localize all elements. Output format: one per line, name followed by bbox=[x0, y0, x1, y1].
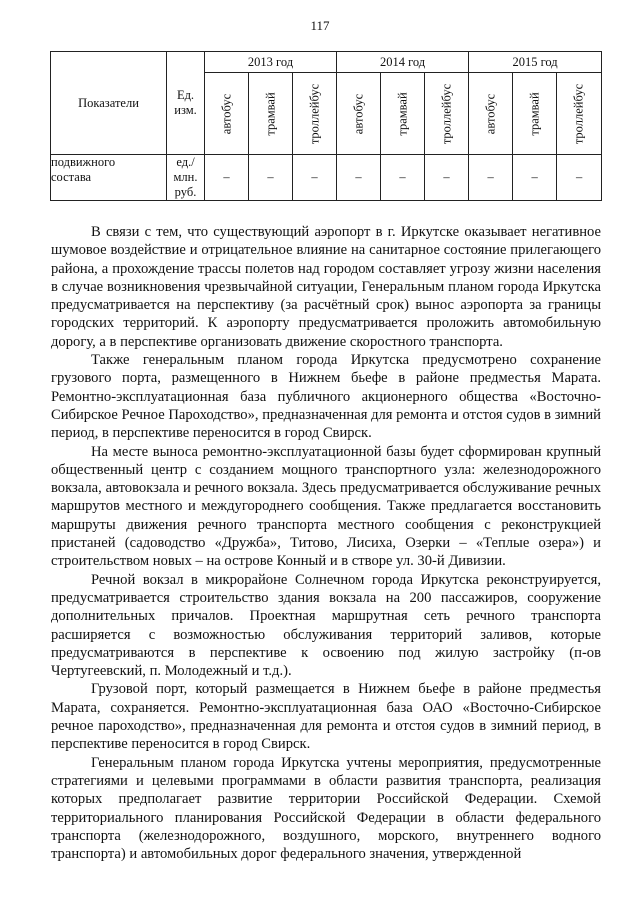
page-number: 117 bbox=[310, 18, 330, 33]
type-label: троллейбус bbox=[439, 83, 454, 144]
table-cell: – bbox=[249, 155, 293, 201]
type-header-tram-2013 bbox=[249, 73, 293, 155]
year-header-2015: 2015 год bbox=[469, 52, 602, 73]
paragraph-federal-planning: Генеральным планом города Иркутска учтены мероприятия, предусмотренные стратегиями и целевыми программами в области развития транспорта, реализация которых предполагает развитие территории Российской Федерации. Схемой территориального планирования Российской Федерации в области федерального транспорта (железнодорожного, воздушного, морского, внутреннего водного транспорта) и автомобильных дорог федерального значения, утвержденной bbox=[51, 754, 601, 863]
type-header-trolley-2015 bbox=[557, 73, 602, 155]
type-label: троллейбус bbox=[571, 83, 586, 144]
type-label: автобус bbox=[219, 93, 233, 134]
type-label: троллейбус bbox=[307, 83, 322, 144]
row-label-line-2: состава bbox=[51, 170, 92, 184]
table-cell: – bbox=[381, 155, 425, 201]
type-label: трамвай bbox=[395, 91, 410, 136]
column-header-indicators: Показатели bbox=[51, 52, 167, 155]
unit-line-1: Ед. bbox=[176, 88, 195, 102]
paragraph-airport: В связи с тем, что существующий аэропорт в г. Иркутске оказывает негативное шумовое воздействие и отрицательное влияние на санитарное состояние прилегающего района, а прохождение трассы полетов над городом составляет угрозу жизни населения в случае возникновения чрезвычайной ситуации, Генеральным планом города Иркутска предусматривается на перспективу (за расчётный срок) вынос аэропорта за границы городских территорий. К аэропорту предусматривается проложить автомобильную дорогу, а в перспективе организовать движение скоростного транспорта. bbox=[51, 224, 601, 350]
table-cell: – bbox=[425, 155, 469, 201]
table-cell: – bbox=[293, 155, 337, 201]
row-unit-line-3: руб. bbox=[174, 185, 197, 199]
type-header-trolley-2013 bbox=[293, 73, 337, 155]
table-header-row-years bbox=[51, 52, 602, 73]
paragraph-cargo-port-2: Грузовой порт, который размещается в Нижнем бьефе в районе предместья Марата, сохраняется. Ремонтно-эксплуатационная база ОАО «Восточно-Сибирское речное пароходство», предназначенная для ремонта и отстоя судов в зимний период, в перспективе переносится в город Свирск. bbox=[51, 681, 601, 753]
type-label: автобус bbox=[483, 93, 498, 134]
type-header-bus-2013 bbox=[205, 73, 249, 155]
paragraph-river-station: Речной вокзал в микрорайоне Солнечном города Иркутска реконструируется, предусматривается строительство здания вокзала на 200 пассажиров, сооружение дополнительных причалов. Проектная маршрутная сеть речного транспорта расширяется с возможностью обслуживания территорий заливов, которые предусматриваются в перспективе к освоению под жилую застройку (п-ов Чертугеевский, п. Молодежный и т.д.). bbox=[51, 571, 601, 680]
row-unit-line-1: ед./ bbox=[176, 155, 195, 169]
body-text bbox=[51, 223, 601, 863]
row-label bbox=[51, 155, 167, 201]
paragraph-transport-hub: На месте выноса ремонтно-эксплуатационной базы будет сформирован крупный общественный центр с созданием мощного транспортного узла: железнодорожного вокзала, автовокзала и речного вокзала. Здесь предусматривается обслуживание речных маршрутов местного и междугороднего сообщения. Также предлагается восстановить маршруты движения речного транспорта местного сообщения с реконструкцией пристаней (садоводство «Дружба», Титово, Лисиха, Озерки – «Теплые озера») и строительством новых – на острове Конный и в створе ул. 30-й Дивизии. bbox=[51, 443, 601, 570]
table-cell: – bbox=[557, 155, 602, 201]
type-header-bus-2015 bbox=[469, 73, 513, 155]
type-header-tram-2014 bbox=[381, 73, 425, 155]
year-header-2013: 2013 год bbox=[205, 52, 337, 73]
table-cell: – bbox=[513, 155, 557, 201]
type-header-trolley-2014 bbox=[425, 73, 469, 155]
table-cell: – bbox=[469, 155, 513, 201]
row-unit bbox=[167, 155, 205, 201]
type-header-tram-2015 bbox=[513, 73, 557, 155]
table-cell: – bbox=[337, 155, 381, 201]
type-header-bus-2014 bbox=[337, 73, 381, 155]
type-label: трамвай bbox=[263, 91, 277, 136]
column-header-unit bbox=[167, 52, 205, 155]
row-unit-line-2: млн. bbox=[173, 170, 198, 184]
transport-indicators-table bbox=[50, 51, 602, 201]
year-header-2014: 2014 год bbox=[337, 52, 469, 73]
table-row bbox=[51, 155, 602, 201]
unit-line-2: изм. bbox=[174, 103, 197, 117]
type-label: трамвай bbox=[527, 91, 542, 136]
paragraph-cargo-port: Также генеральным планом города Иркутска предусмотрено сохранение грузового порта, размещенного в Нижнем бьефе в районе предместья Марата. Ремонтно-эксплуатационная база публичного акционерного общества «Восточно-Сибирское Речное Пароходство», предназначенная для ремонта и отстоя судов в зимний период, в перспективе переносится в город Свирск. bbox=[51, 352, 601, 442]
row-label-line-1: подвижного bbox=[51, 155, 116, 169]
type-label: автобус bbox=[351, 93, 366, 134]
table-cell: – bbox=[205, 155, 249, 201]
